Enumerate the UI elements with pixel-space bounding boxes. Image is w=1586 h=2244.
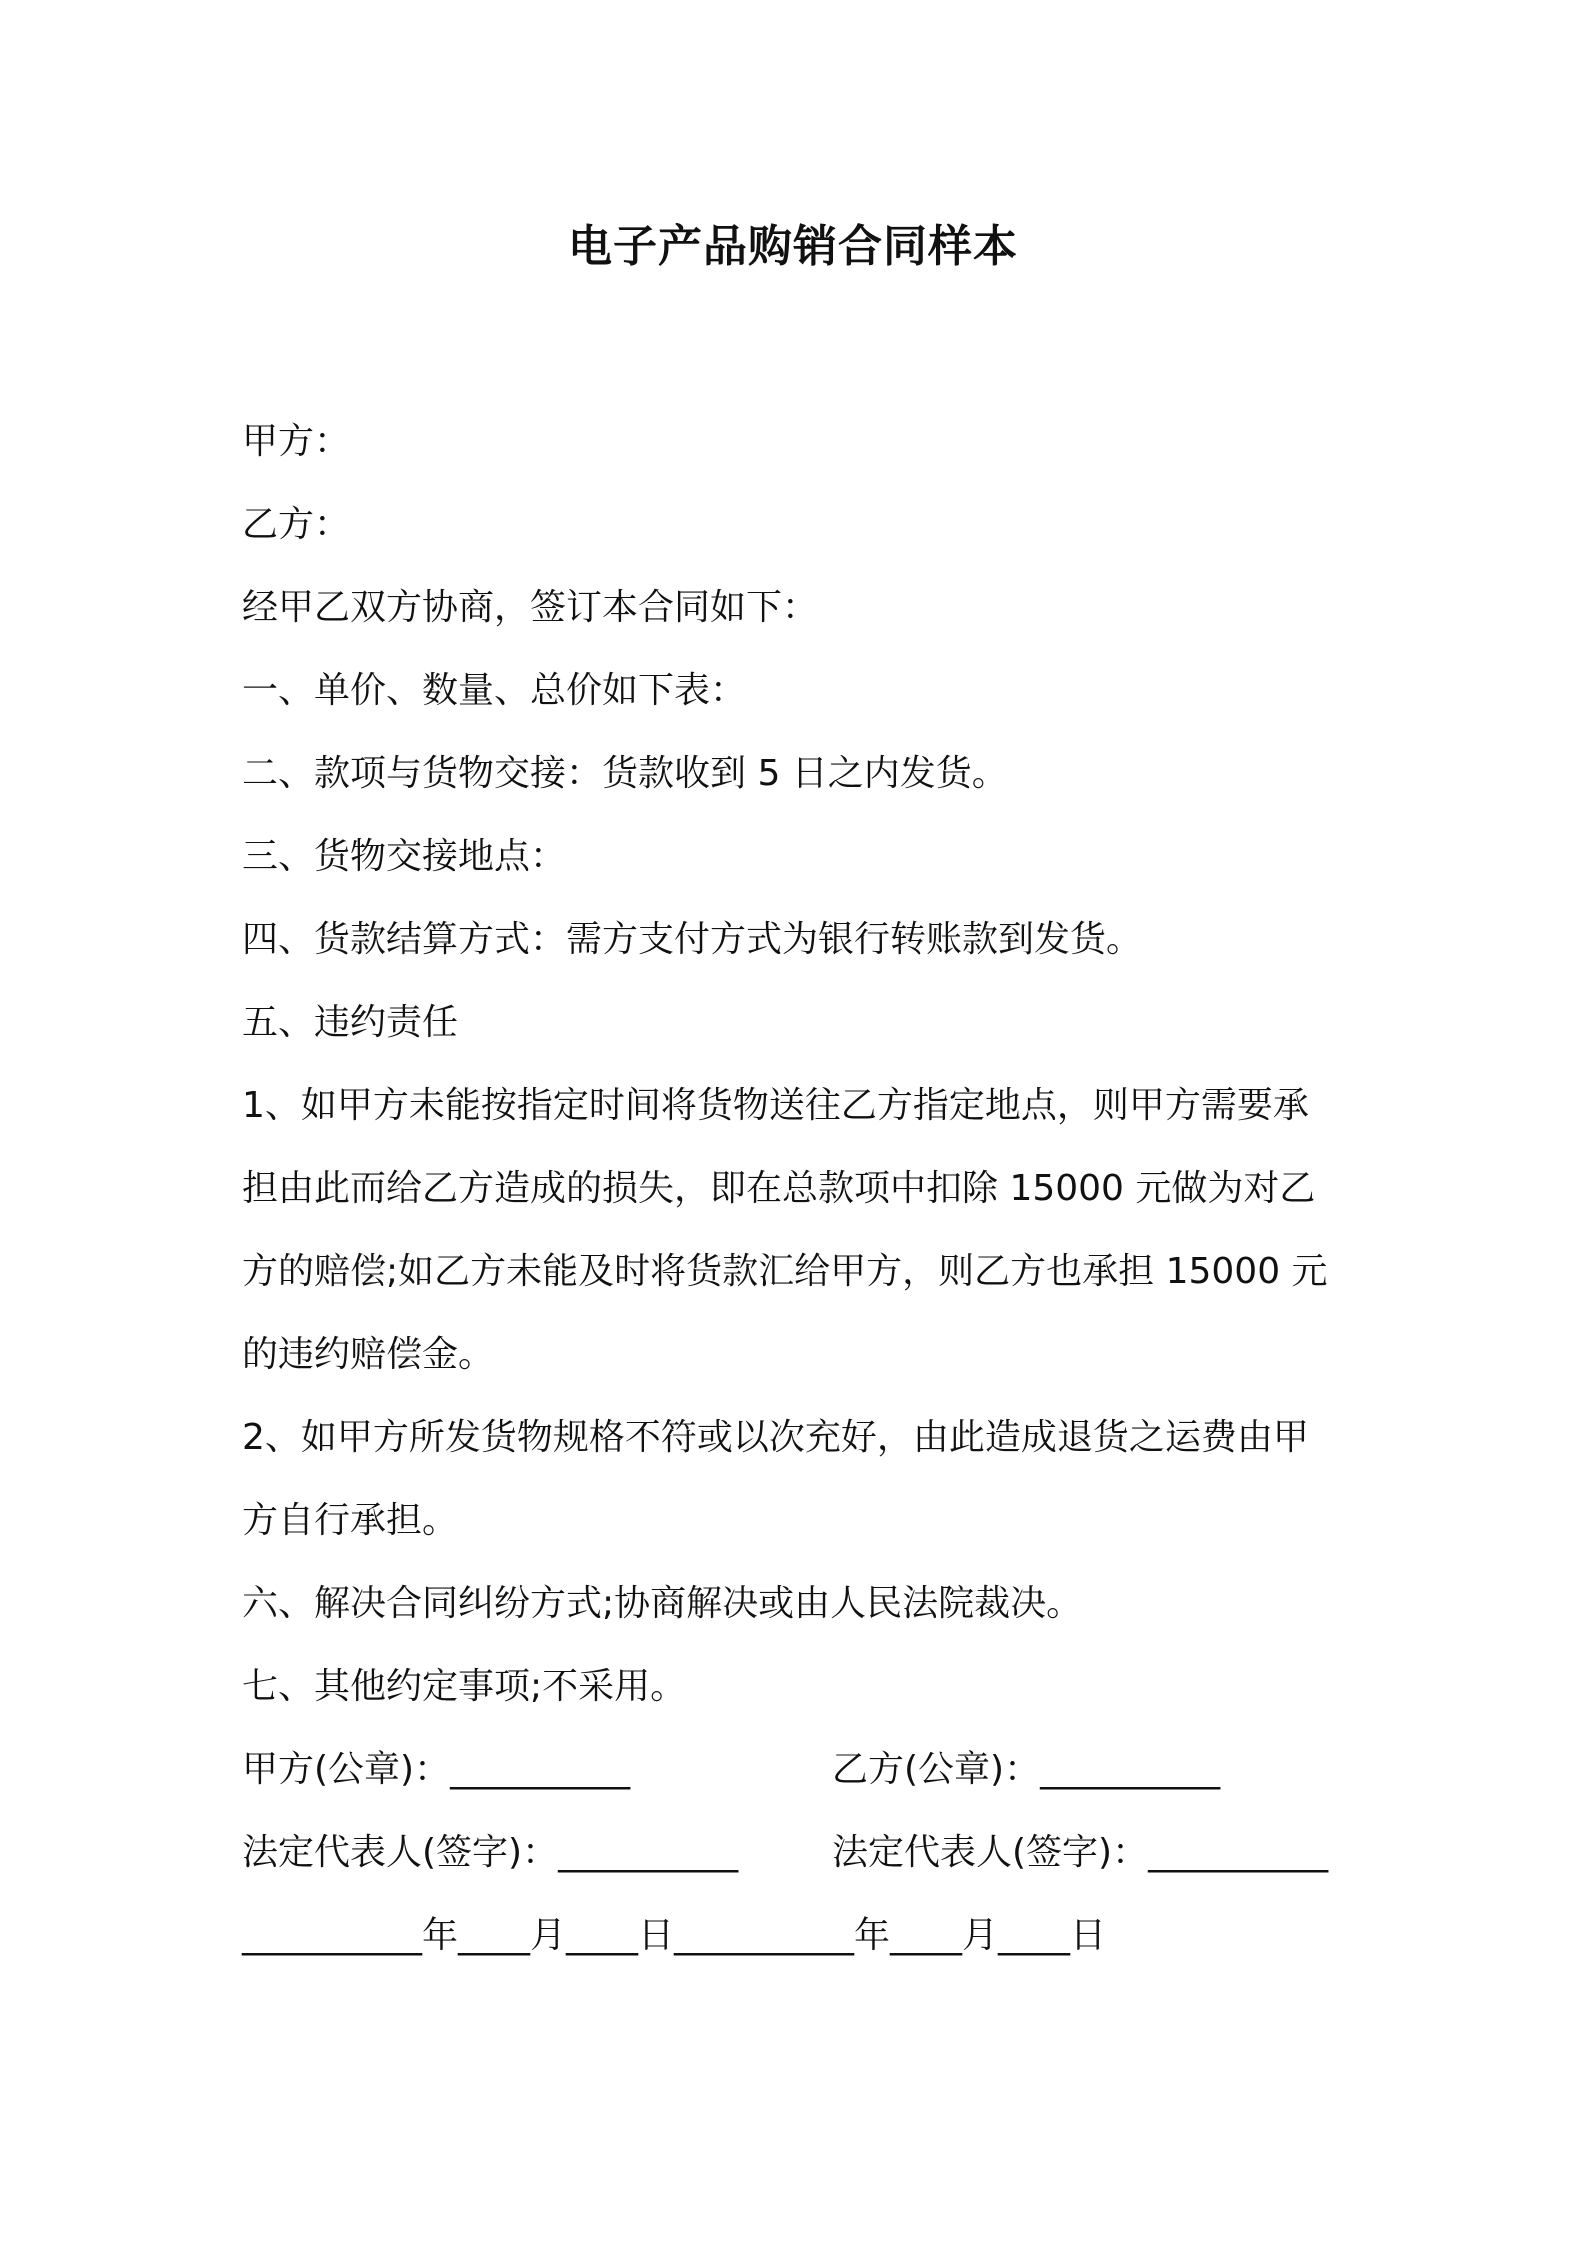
seal-row	[242, 1728, 1352, 1811]
clause-5-item-1-line-1: 1、如甲方未能按指定时间将货物送往乙方指定地点，则甲方需要承	[242, 1085, 1309, 1126]
party-b-line: 乙方：	[242, 504, 351, 545]
document-title: 电子产品购销合同样本	[568, 221, 1018, 272]
clause-1-line: 一、单价、数量、总价如下表：	[242, 670, 747, 711]
party-a-line: 甲方：	[242, 421, 351, 462]
date-field: __________年____月____日__________年____月____日	[242, 1915, 1106, 1956]
clause-5-item-1-line-3: 方的赔偿;如乙方未能及时将货款汇给甲方，则乙方也承担 15000 元	[242, 1251, 1328, 1292]
preamble-line: 经甲乙双方协商，签订本合同如下：	[242, 587, 819, 628]
clause-5-item-1-line-4: 的违约赔偿金。	[242, 1334, 495, 1375]
party-a-seal-field: 甲方(公章)：__________	[242, 1749, 631, 1790]
party-b-representative-field: 法定代表人(签字)：__________	[832, 1832, 1329, 1873]
contract-body	[242, 400, 1352, 1977]
party-a-representative-field: 法定代表人(签字)：__________	[242, 1832, 739, 1873]
clause-5-item-2-line-1: 2、如甲方所发货物规格不符或以次充好，由此造成退货之运费由甲	[242, 1417, 1309, 1458]
clause-3-line: 三、货物交接地点：	[242, 836, 567, 877]
representative-row	[242, 1811, 1352, 1894]
clause-7-line: 七、其他约定事项;不采用。	[242, 1666, 687, 1707]
date-row	[242, 1894, 1352, 1977]
clause-5-heading: 五、违约责任	[242, 1002, 459, 1043]
clause-6-line: 六、解决合同纠纷方式;协商解决或由人民法院裁决。	[242, 1583, 1083, 1624]
clause-5-item-1-line-2: 担由此而给乙方造成的损失，即在总款项中扣除 15000 元做为对乙	[242, 1168, 1316, 1209]
party-b-seal-field: 乙方(公章)：__________	[832, 1749, 1221, 1790]
clause-2-line: 二、款项与货物交接：货款收到 5 日之内发货。	[242, 753, 1008, 794]
clause-5-item-2-line-2: 方自行承担。	[242, 1500, 459, 1541]
clause-4-line: 四、货款结算方式：需方支付方式为银行转账款到发货。	[242, 919, 1143, 960]
